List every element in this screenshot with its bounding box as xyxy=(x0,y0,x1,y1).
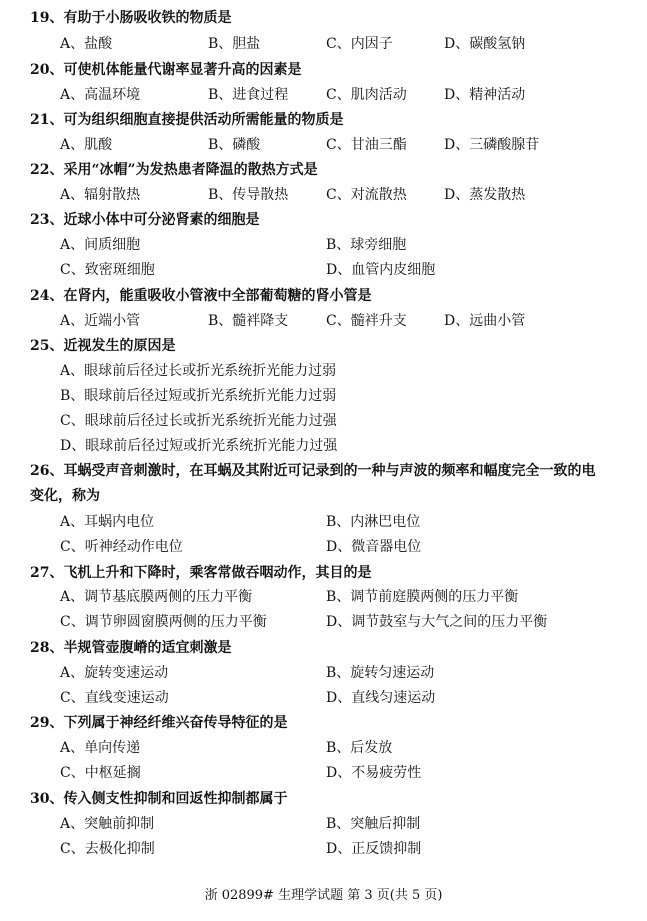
question-30-option-d: D、正反馈抑制 xyxy=(326,841,422,857)
question-28-option-c: C、直线变速运动 xyxy=(60,690,169,706)
question-30-option-b: B、突触后抑制 xyxy=(326,816,421,832)
question-25-option-a: A、眼球前后径过长或折光系统折光能力过弱 xyxy=(60,363,337,379)
question-30-stem: 30、传入侧支性抑制和回返性抑制都属于 xyxy=(30,791,288,807)
page-footer: 浙 02899# 生理学试题 第 3 页(共 5 页) xyxy=(204,888,443,903)
question-29-option-b: B、后发放 xyxy=(326,740,393,756)
question-26-option-b: B、内淋巴电位 xyxy=(326,514,421,530)
question-28-stem: 28、半规管壶腹嵴的适宜刺激是 xyxy=(30,640,232,656)
question-29-option-c: C、中枢延搁 xyxy=(60,765,141,781)
question-29-stem: 29、下列属于神经纤维兴奋传导特征的是 xyxy=(30,715,288,731)
question-23-option-d: D、血管内皮细胞 xyxy=(326,262,436,278)
question-20-option-b: B、进食过程 xyxy=(208,87,289,103)
question-28-option-d: D、直线匀速运动 xyxy=(326,690,436,706)
question-20-option-d: D、精神活动 xyxy=(444,87,526,103)
question-22-option-b: B、传导散热 xyxy=(208,187,289,203)
question-26-option-a: A、耳蜗内电位 xyxy=(60,514,155,530)
question-30-option-c: C、去极化抑制 xyxy=(60,841,155,857)
question-24-stem: 24、在肾内，能重吸收小管液中全部葡萄糖的肾小管是 xyxy=(30,288,372,304)
question-19-option-a: A、盐酸 xyxy=(60,36,113,52)
question-21-option-a: A、肌酸 xyxy=(60,137,113,153)
question-27-option-b: B、调节前庭膜两侧的压力平衡 xyxy=(326,589,519,605)
question-24-option-a: A、近端小管 xyxy=(60,313,141,329)
question-22-stem: 22、采用“冰帽”为发热患者降温的散热方式是 xyxy=(30,162,318,178)
question-22-option-d: D、蒸发散热 xyxy=(444,187,526,203)
question-28-option-a: A、旋转变速运动 xyxy=(60,665,169,681)
question-23-stem: 23、近球小体中可分泌肾素的细胞是 xyxy=(30,212,260,228)
question-21-stem: 21、可为组织细胞直接提供活动所需能量的物质是 xyxy=(30,112,344,128)
question-27-option-c: C、调节卵圆窗膜两侧的压力平衡 xyxy=(60,614,267,630)
question-28-option-b: B、旋转匀速运动 xyxy=(326,665,435,681)
question-23-option-a: A、间质细胞 xyxy=(60,237,141,253)
question-29-option-d: D、不易疲劳性 xyxy=(326,765,422,781)
question-26-option-c: C、听神经动作电位 xyxy=(60,539,183,555)
question-23-option-b: B、球旁细胞 xyxy=(326,237,407,253)
question-24-option-b: B、髓袢降支 xyxy=(208,313,289,329)
question-21-option-d: D、三磷酸腺苷 xyxy=(444,137,540,153)
question-27-option-d: D、调节鼓室与大气之间的压力平衡 xyxy=(326,614,548,630)
question-25-option-c: C、眼球前后径过长或折光系统折光能力过强 xyxy=(60,413,337,429)
question-25-stem: 25、近视发生的原因是 xyxy=(30,338,176,354)
question-19-option-b: B、胆盐 xyxy=(208,36,261,52)
question-21-option-c: C、甘油三酯 xyxy=(326,137,407,153)
question-25-option-b: B、眼球前后径过短或折光系统折光能力过弱 xyxy=(60,388,337,404)
question-22-option-a: A、辐射散热 xyxy=(60,187,141,203)
question-25-option-d: D、眼球前后径过短或折光系统折光能力过强 xyxy=(60,438,338,454)
question-26-option-d: D、微音器电位 xyxy=(326,539,422,555)
question-30-option-a: A、突触前抑制 xyxy=(60,816,155,832)
question-20-option-a: A、高温环境 xyxy=(60,87,141,103)
question-19-option-c: C、内因子 xyxy=(326,36,393,52)
question-23-option-c: C、致密斑细胞 xyxy=(60,262,155,278)
question-19-option-d: D、碳酸氢钠 xyxy=(444,36,526,52)
question-29-option-a: A、单向传递 xyxy=(60,740,141,756)
question-19-stem: 19、有助于小肠吸收铁的物质是 xyxy=(30,10,232,26)
question-24-option-d: D、远曲小管 xyxy=(444,313,526,329)
question-27-stem: 27、飞机上升和下降时，乘客常做吞咽动作，其目的是 xyxy=(30,565,372,581)
question-20-option-c: C、肌肉活动 xyxy=(326,87,407,103)
question-22-option-c: C、对流散热 xyxy=(326,187,407,203)
question-24-option-c: C、髓袢升支 xyxy=(326,313,407,329)
question-20-stem: 20、可使机体能量代谢率显著升高的因素是 xyxy=(30,62,302,78)
question-27-option-a: A、调节基底膜两侧的压力平衡 xyxy=(60,589,253,605)
question-21-option-b: B、磷酸 xyxy=(208,137,261,153)
question-26-stem: 26、耳蜗受声音刺激时，在耳蜗及其附近可记录到的一种与声波的频率和幅度完全一致的电变化，称为 xyxy=(30,463,596,504)
